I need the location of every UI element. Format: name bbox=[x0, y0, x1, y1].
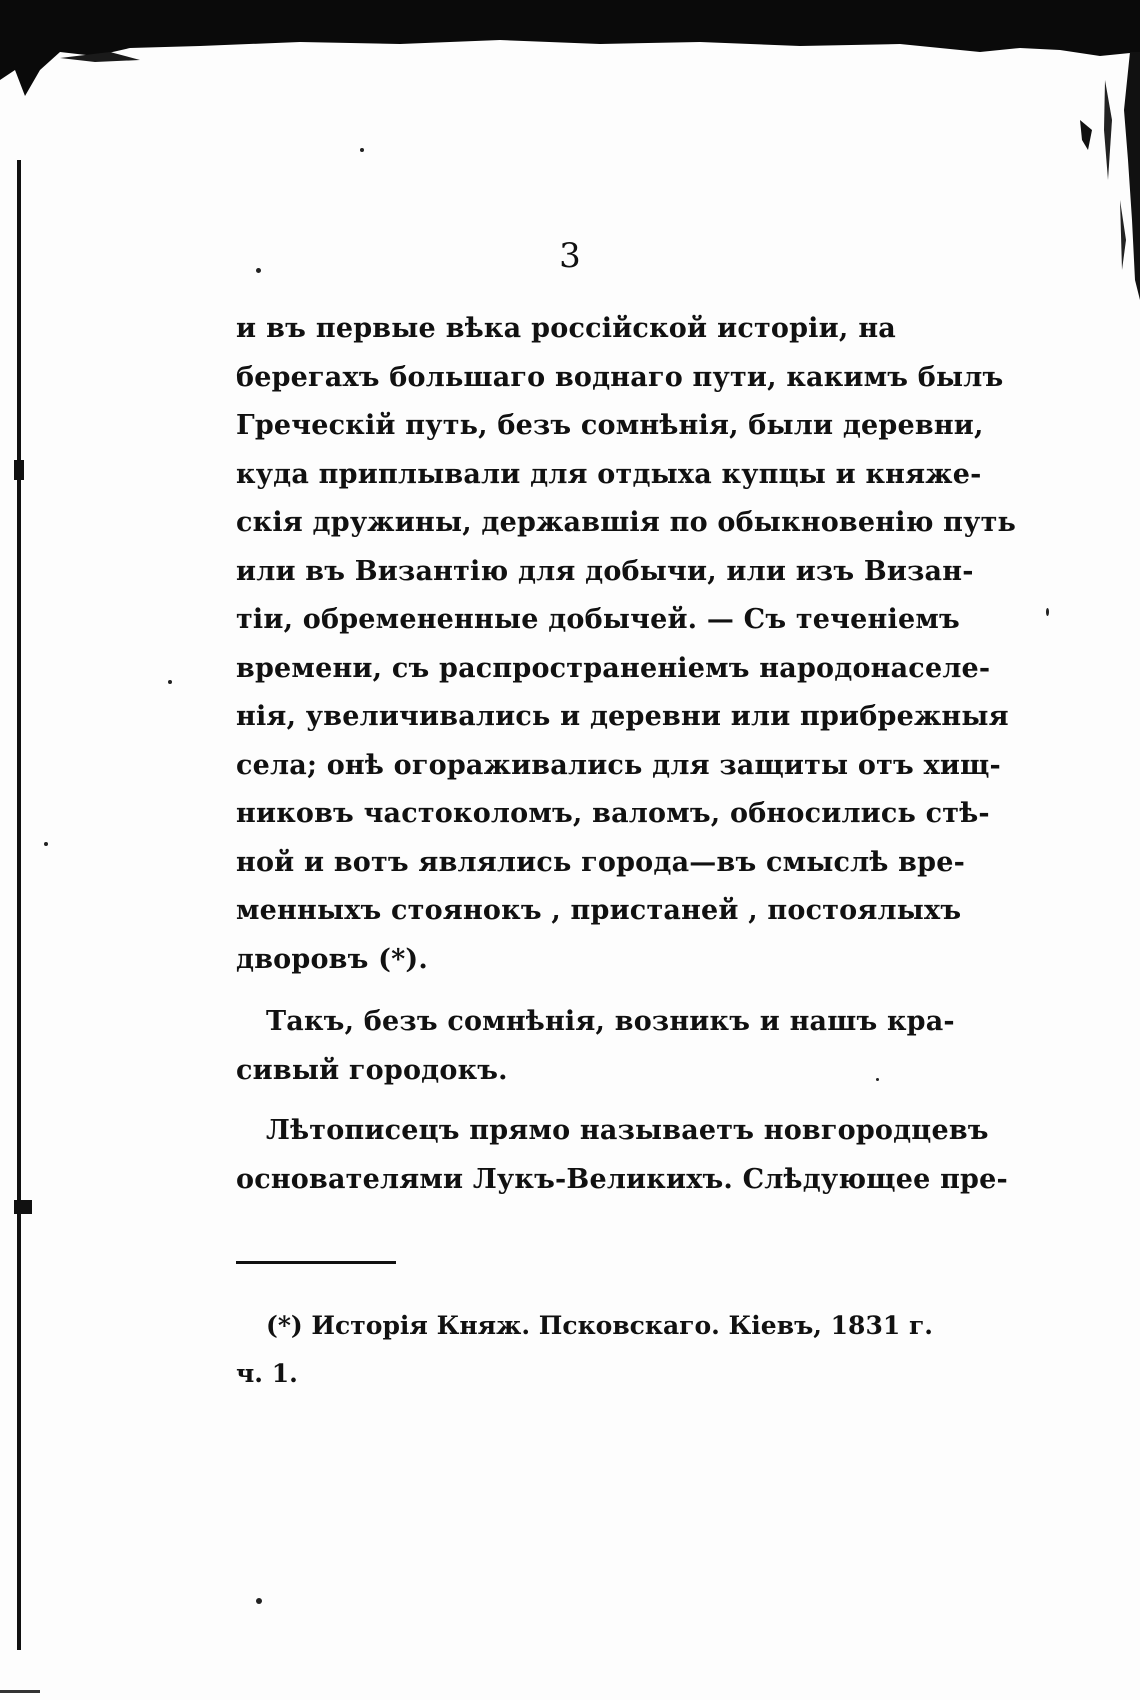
text-line: основателями Лукъ-Великихъ. Слѣдующее пре- bbox=[236, 1163, 1008, 1195]
text-line: дворовъ (*). bbox=[236, 943, 428, 975]
paragraph bbox=[236, 1107, 1008, 1204]
footnote-line: (*) Исторія Княж. Псковскаго. Кіевъ, 1831 г. bbox=[266, 1311, 933, 1340]
body-text bbox=[236, 305, 1017, 1204]
scan-speck bbox=[256, 1598, 262, 1604]
scan-speck bbox=[168, 680, 172, 684]
page-number: 3 bbox=[559, 236, 581, 276]
text-line: куда приплывали для отдыха купцы и княже- bbox=[236, 458, 982, 490]
text-line: сивый городокъ. bbox=[236, 1054, 508, 1086]
text-line: скія дружины, державшія по обыкновенію путь bbox=[236, 507, 1017, 538]
text-line: или въ Византію для добычи, или изъ Визан- bbox=[236, 555, 974, 587]
text-line: времени, съ распространеніемъ народонаселе- bbox=[236, 652, 991, 684]
text-line: берегахъ большаго воднаго пути, какимъ былъ bbox=[236, 361, 1004, 393]
text-line: тіи, обремененные добычей. — Съ теченіемъ bbox=[236, 604, 960, 635]
text-line: Лѣтописецъ прямо называетъ новгородцевъ bbox=[266, 1115, 989, 1146]
scan-left-border bbox=[0, 0, 40, 1700]
scan-speck bbox=[360, 148, 364, 152]
text-line: Греческій путь, безъ сомнѣнія, были деревни, bbox=[236, 410, 984, 441]
footnote bbox=[236, 1302, 933, 1398]
scan-right-border bbox=[1020, 0, 1140, 360]
text-line: нія, увеличивались и деревни или прибрежныя bbox=[236, 701, 1009, 732]
scan-top-border bbox=[0, 0, 1140, 110]
text-line: Такъ, безъ сомнѣнія, возникъ и нашъ кра- bbox=[266, 1006, 955, 1037]
text-line: никовъ частоколомъ, валомъ, обносились стѣ- bbox=[236, 798, 990, 829]
text-line: ной и вотъ являлись города—въ смыслѣ вре- bbox=[236, 846, 965, 878]
text-line: и въ первые вѣка россійской исторіи, на bbox=[236, 313, 896, 344]
scan-speck bbox=[256, 268, 261, 273]
text-line: села; онѣ огораживались для защиты отъ хищ- bbox=[236, 749, 1001, 781]
scan-speck bbox=[44, 842, 48, 846]
paragraph bbox=[236, 998, 955, 1095]
paragraph bbox=[236, 305, 1017, 984]
footnote-rule bbox=[236, 1261, 396, 1264]
text-line: менныхъ стоянокъ , пристаней , постоялыхъ bbox=[236, 895, 962, 926]
scan-speck bbox=[1046, 608, 1049, 616]
footnote-line: ч. 1. bbox=[236, 1359, 298, 1388]
